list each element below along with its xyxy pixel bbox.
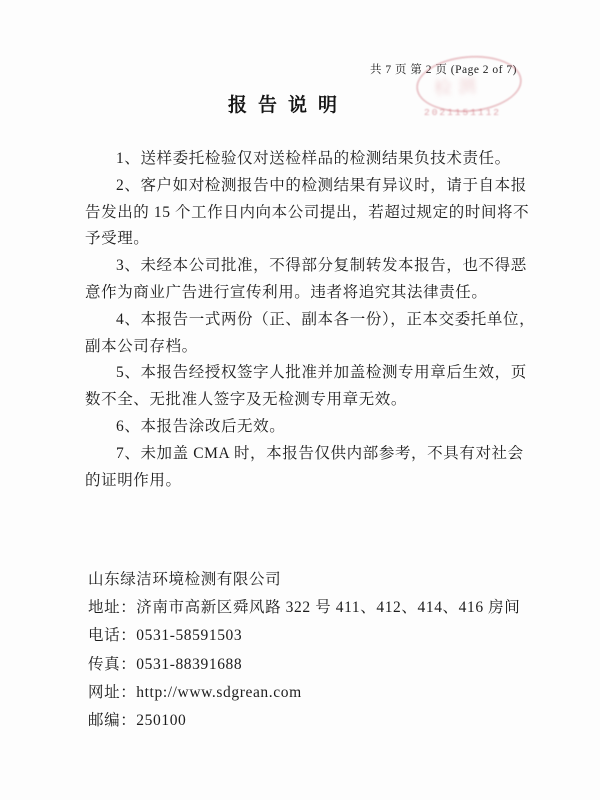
fax-line: 传真：0531-88391688 — [88, 655, 243, 673]
note-line-11: 6、本报告涂改后无效。 — [116, 417, 286, 435]
stamp-serial-number: 2021151112 — [424, 107, 502, 118]
note-line-3: 告发出的 15 个工作日内向本公司提出，若超过规定的时间将不 — [85, 203, 530, 221]
company-name: 山东绿洁环境检测有限公司 — [88, 571, 282, 588]
address-line: 地址：济南市高新区舜风路 322 号 411、412、414、416 房间 — [88, 599, 521, 617]
company-contact-block — [88, 566, 558, 735]
page-number-info: 共 7 页 第 2 页 (Page 2 of 7) — [370, 64, 517, 76]
report-notes — [85, 146, 545, 494]
phone-line: 电话：0531-58591503 — [88, 627, 243, 645]
note-line-4: 予受理。 — [85, 230, 150, 248]
stamp-inner-mark: 检测 — [433, 75, 483, 99]
note-line-2: 2、客户如对检测报告中的检测结果有异议时，请于自本报 — [116, 176, 527, 194]
note-line-12: 7、未加盖 CMA 时，本报告仅供内部参考，不具有对社会 — [116, 444, 524, 462]
website-line: 网址：http://www.sdgrean.com — [88, 683, 302, 701]
note-line-9: 5、本报告经授权签字人批准并加盖检测专用章后生效，页 — [116, 364, 527, 382]
note-line-1: 1、送样委托检验仅对送检样品的检测结果负技术责任。 — [116, 150, 511, 167]
page-title: 报告说明 — [227, 95, 348, 116]
note-line-7: 4、本报告一式两份（正、副本各一份），正本交委托单位， — [116, 310, 536, 328]
note-line-8: 副本公司存档。 — [85, 337, 198, 355]
note-line-10: 数不全、无批准人签字及无检测专用章无效。 — [85, 391, 408, 409]
note-line-5: 3、未经本公司批准，不得部分复制转发本报告，也不得恶 — [116, 257, 527, 275]
note-line-6: 意作为商业广告进行宣传利用。违者将追究其法律责任。 — [85, 283, 488, 301]
postal-line: 邮编：250100 — [88, 711, 187, 729]
note-line-13: 的证明作用。 — [85, 471, 182, 489]
